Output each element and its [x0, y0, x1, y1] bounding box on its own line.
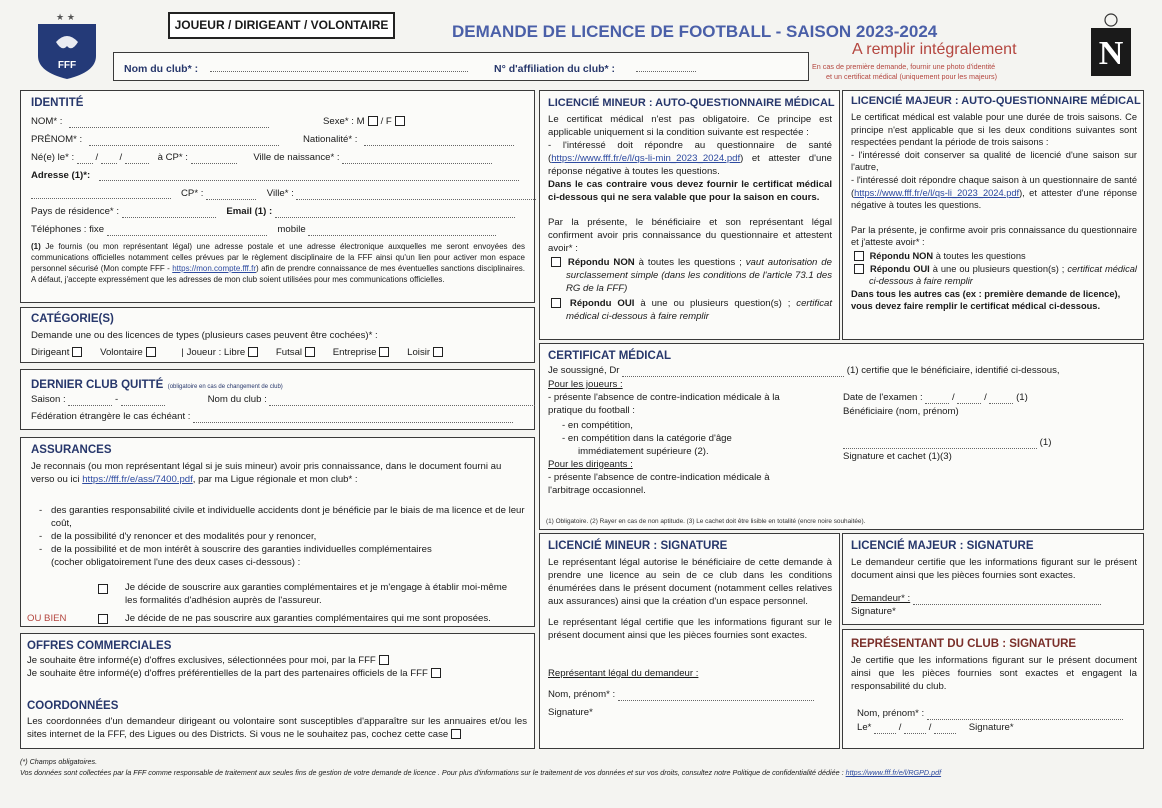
coordonnees-text: Les coordonnées d'un demandeur dirigeant ou volontaire sont susceptibles d'apparaître sur les annuaires et/ou les sites internet de la FFF, des Ligues ou des Districts. Si vous ne le souhaitez pas, cochez cette case: [27, 716, 527, 740]
surclassement-line: - en compétition dans la catégorie d'âge: [562, 433, 732, 444]
assurances-intro: Je reconnais (ou mon représentant légal si je suis mineur) avoir pris connaissance, dans le document fourni au verso ou ici https://fff.fr/e/ass/7400.pdf, par ma Ligue régionale et mon club* :: [31, 461, 502, 485]
majeur-quest-p4: Par la présente, je confirme avoir pris connaissance du questionnaire et j'atteste avoir* :: [851, 224, 1137, 248]
cat-entreprise-label: Entreprise: [332, 347, 377, 358]
majeur-oui-label: Répondu OUI: [869, 263, 930, 274]
pays-field[interactable]: [122, 208, 216, 218]
mon-compte-link[interactable]: https://mon.compte.fff.fr: [172, 264, 256, 273]
dirigeant-line: - présente l'absence de contre-indication médicale à: [548, 472, 770, 483]
categorie-intro: Demande une ou des licences de types (plusieurs cases peuvent être cochées)* :: [31, 330, 378, 341]
mineur-oui-label: Répondu OUI: [569, 298, 635, 309]
cat-volontaire-checkbox[interactable]: [146, 347, 156, 357]
saison-end-field[interactable]: [121, 396, 165, 406]
demandeur-signature-label: Signature*: [851, 606, 896, 617]
club-rep-nom-field[interactable]: [927, 710, 1123, 720]
club-signature-section: REPRÉSENTANT DU CLUB : SIGNATURE Je certifie que les informations figurant sur le présent document ainsi que les pièces fournies sont exactes et engagent la responsabilité du club. Nom, prénom* : Le* / / Signature*: [842, 629, 1144, 749]
majeur-oui-checkbox[interactable]: [854, 264, 864, 274]
offres-partenaires-label: Je souhaite être informé(e) d'offres préférentielles de la part des partenaires officiels de la FFF: [27, 668, 428, 679]
federation-label: Fédération étrangère le cas échéant :: [31, 411, 191, 422]
club-sig-title: REPRÉSENTANT DU CLUB : SIGNATURE: [851, 638, 1077, 650]
header-note-1: En cas de première demande, fournir une photo d'identité: [812, 62, 996, 71]
assurance-bullet-3: de la possibilité et de mon intérêt à souscrire des garanties individuelles complémentaires: [51, 544, 432, 555]
mineur-sig-title: LICENCIÉ MINEUR : SIGNATURE: [548, 540, 728, 552]
identite-legal-note: (1) Je fournis (ou mon représentant légal) une adresse postale et une adresse électronique auxquelles me seront envoyées des communications officielles notamment celles prévues par le règlement disciplinaire de la FFF ainsi qu'un lien pour activer mon espace personnel sécurisé (Mon compte FFF - https://mon.compte.fff.fr) afin de prendre connaissance de mes éventuelles sanctions disciplinaires. A défaut, j'accepte expressément que les adresses de mon club soient utilisées pour mes communications officielles.: [31, 242, 525, 284]
cat-libre-checkbox[interactable]: [248, 347, 258, 357]
birth-cp-field[interactable]: [191, 154, 237, 164]
subtitle: A remplir intégralement: [852, 41, 1017, 58]
telephones-label: Téléphones : fixe: [31, 224, 105, 235]
club-year-field[interactable]: [934, 724, 956, 734]
majeur-non-label: Répondu NON: [869, 250, 934, 261]
sexe-m-checkbox[interactable]: [368, 116, 378, 126]
birth-cp-label: à CP* :: [157, 152, 188, 163]
sexe-label: Sexe* : M: [323, 116, 365, 127]
pour-dirigeants-label: Pour les dirigeants :: [548, 459, 633, 470]
nom-label: NOM* :: [31, 116, 63, 127]
rep-nom-label: Nom, prénom* :: [548, 689, 616, 700]
nom-field[interactable]: [69, 118, 269, 128]
fff-logo: [34, 12, 100, 80]
club-date-label: Le*: [857, 722, 872, 733]
identite-section: [20, 90, 535, 303]
majeur-quest-title: LICENCIÉ MAJEUR : AUTO-QUESTIONNAIRE MÉDICAL: [851, 95, 1141, 107]
birth-year-field[interactable]: [125, 154, 149, 164]
birth-city-field[interactable]: [342, 154, 492, 164]
cat-loisir-checkbox[interactable]: [433, 347, 443, 357]
footer-mandatory-note: (*) Champs obligatoires.: [20, 757, 98, 766]
identite-title: IDENTITÉ: [31, 97, 84, 109]
assurance-bullet-1: des garanties responsabilité civile et individuelle accidents dont je bénéficie par le biais de ma licence et de leur coût,: [51, 505, 525, 529]
offres-fff-label: Je souhaite être informé(e) d'offres exclusives, sélectionnées pour moi, par la FFF: [27, 655, 376, 666]
cat-entreprise-checkbox[interactable]: [379, 347, 389, 357]
majeur-quest-p2: - l'intéressé doit conserver sa qualité de licencié d'une saison sur l'autre,: [851, 149, 1137, 173]
club-name-field[interactable]: [210, 62, 468, 72]
souscrire-label-2: les formalités d'adhésion auprès de l'assureur.: [125, 595, 322, 606]
date-examen-label: Date de l'examen :: [843, 392, 923, 403]
cp-label: CP* :: [181, 188, 204, 199]
signature-cachet-label: Signature et cachet (1)(3): [843, 451, 952, 462]
exam-year-field[interactable]: [989, 394, 1013, 404]
joueur-line-1b: pratique du football :: [548, 405, 635, 416]
cat-loisir-label: Loisir: [407, 347, 431, 358]
phone-fixe-field[interactable]: [107, 226, 267, 236]
email-label: Email (1) :: [226, 206, 273, 217]
majeur-quest-p3: - l'intéressé doit répondre chaque saison à un questionnaire de santé (https://www.fff.fr/e/l/qs-li_2023_2024.pdf), et attester d'une réponse négative à toutes les questions.: [851, 174, 1137, 211]
cat-libre-label: | Joueur : Libre: [181, 347, 246, 358]
demandeur-field[interactable]: [913, 595, 1101, 605]
club-rep-nom-label: Nom, prénom* :: [857, 708, 925, 719]
last-club-field[interactable]: [269, 396, 535, 406]
cat-volontaire-label: Volontaire: [100, 347, 143, 358]
federation-field[interactable]: [193, 413, 513, 423]
dernier-club-note: (obligatoire en cas de changement de club): [167, 384, 283, 390]
club-month-field[interactable]: [904, 724, 926, 734]
coordonnees-checkbox[interactable]: [451, 729, 461, 739]
nationalite-field[interactable]: [364, 136, 514, 146]
rgpd-link[interactable]: https://www.fff.fr/e/l/RGPD.pdf: [845, 768, 942, 777]
mobile-label: mobile: [277, 224, 306, 235]
majeur-quest-p1: Le certificat médical est valable pour une durée de trois saisons. Ce principe n'est applicable que si les deux conditions suivantes sont respectées pendant la période de trois saisons :: [851, 112, 1137, 148]
email-field[interactable]: [275, 208, 515, 218]
assurance-link[interactable]: https://fff.fr/e/ass/7400.pdf: [82, 474, 193, 485]
affiliation-label: N° d'affiliation du club* :: [494, 63, 616, 75]
prenom-field[interactable]: [89, 136, 279, 146]
majeur-sig-p1: Le demandeur certifie que les informations figurant sur le présent document ainsi que les pièces fournies sont exactes.: [851, 557, 1137, 581]
rep-nom-field[interactable]: [618, 691, 814, 701]
beneficiaire-field[interactable]: [843, 439, 1037, 449]
rep-signature-label: Signature*: [548, 707, 593, 718]
assurance-bullet-2: de la possibilité d'y renoncer et des modalités pour y renoncer,: [51, 531, 317, 542]
ville-label: Ville* :: [266, 188, 294, 199]
club-signature-label: Signature*: [968, 722, 1014, 733]
cp-field[interactable]: [206, 190, 256, 200]
licence-type-box: JOUEUR / DIRIGEANT / VOLONTAIRE: [168, 12, 395, 39]
majeur-quest-p5: Dans tous les autres cas (ex : première demande de licence), vous devez faire remplir le certificat médical ci-dessous.: [851, 288, 1121, 312]
mineur-non-checkbox[interactable]: [551, 257, 561, 267]
mineur-sig-p2: Le représentant légal certifie que les informations figurant sur le présent document ainsi que les pièces fournies sont exactes.: [548, 617, 832, 641]
last-club-label: Nom du club :: [207, 394, 267, 405]
assurance-bullet-3b: (cocher obligatoirement l'une des deux cases ci-dessous) :: [51, 557, 301, 568]
assurances-section: ASSURANCES Je reconnais (ou mon représentant légal si je suis mineur) avoir pris connaissance, dans le document fourni au verso ou ici https://fff.fr/e/ass/7400.pdf, par ma Ligue régionale et mon club* : - des garanties responsabilité civile et individuelle accidents dont je bénéficie par le biais de ma licence et de leur coût, - de la possibilité d'y renoncer et des modalités pour y renoncer, - de la possibilité et de mon intérêt à souscrire des garanties individuelles complémentaires (cocher obligatoirement l'une des deux cases ci-dessous) : Je décide de souscrire aux garanties complémentaires et je m'engage à établir moi-même les formalités d'adhésion auprès de l'assureur. OU BIEN Je décide de ne pas souscrire aux garanties complémentaires qui me sont proposées.: [20, 437, 535, 627]
cat-dirigeant-label: Dirigeant: [31, 347, 70, 358]
club-name-label: Nom du club* :: [124, 63, 199, 75]
svg-text:★ ★: ★ ★: [56, 13, 75, 23]
mineur-oui-checkbox[interactable]: [551, 298, 561, 308]
majeur-non-checkbox[interactable]: [854, 251, 864, 261]
fff-logo-text: FFF: [57, 60, 77, 71]
saison-label: Saison :: [31, 394, 66, 405]
dernier-club-title: DERNIER CLUB QUITTÉ: [31, 379, 164, 391]
club-sig-p1: Je certifie que les informations figurant sur le présent document ainsi que les pièces fournies sont exactes et engagent la responsabilité du club.: [851, 655, 1137, 692]
exam-month-field[interactable]: [957, 394, 981, 404]
dirigeant-line-b: l'arbitrage occasionnel.: [548, 485, 646, 496]
coordonnees-title: COORDONNÉES: [27, 700, 119, 712]
majeur-questionnaire-section: LICENCIÉ MAJEUR : AUTO-QUESTIONNAIRE MÉDICAL Le certificat médical est valable pour une durée de trois saisons. Ce principe n'est applicable que si les deux conditions suivantes sont respectées pendant la période de trois saisons : - l'intéressé doit conserver sa qualité de licencié d'une saison sur l'autre, - l'intéressé doit répondre chaque saison à un questionnaire de santé (https://www.fff.fr/e/l/qs-li_2023_2024.pdf), et attester d'une réponse négative à toutes les questions. Par la présente, je confirme avoir pris connaissance du questionnaire et j'atteste avoir* : Répondu NON à toutes les questions Répondu OUI à une ou plusieurs question(s) ; certificat médical ci-dessous à faire remplir Dans tous les autres cas (ex : première demande de licence), vous devez faire remplir le certificat médical ci-dessous.: [842, 90, 1144, 340]
certificat-title: CERTIFICAT MÉDICAL: [548, 350, 672, 362]
souscrire-label: Je décide de souscrire aux garanties complémentaires et je m'engage à établir moi-même: [125, 582, 508, 593]
prenom-label: PRÉNOM* :: [31, 134, 83, 145]
certificat-footnote: (1) Obligatoire. (2) Rayer en cas de non aptitude. (3) Le cachet doit être lisible en totalité (encre noire souhaitée).: [546, 518, 866, 525]
cat-dirigeant-checkbox[interactable]: [72, 347, 82, 357]
doctor-name-field[interactable]: [622, 367, 844, 377]
surclassement-line-b: immédiatement supérieure (2).: [578, 446, 709, 457]
pays-label: Pays de résidence* :: [31, 206, 119, 217]
ou-bien-label: OU BIEN: [27, 613, 67, 624]
adresse-label: Adresse (1)*:: [31, 170, 91, 181]
main-title: DEMANDE DE LICENCE DE FOOTBALL - SAISON 2023-2024: [452, 22, 938, 41]
competition-line: - en compétition,: [562, 420, 633, 431]
ne-pas-souscrire-label: Je décide de ne pas souscrire aux garanties complémentaires qui me sont proposées.: [125, 613, 491, 624]
birth-day-field[interactable]: [77, 154, 93, 164]
birth-month-field[interactable]: [101, 154, 117, 164]
club-row: [113, 52, 809, 81]
joueur-line-1: - présente l'absence de contre-indication médicale à la: [548, 392, 780, 403]
affiliation-field[interactable]: [636, 62, 696, 72]
date-separator: /: [119, 152, 123, 163]
qs-mineur-link[interactable]: https://www.fff.fr/e/l/qs-li-min_2023_2024.pdf: [551, 153, 741, 164]
majeur-signature-section: [842, 533, 1144, 625]
majeur-sig-title: LICENCIÉ MAJEUR : SIGNATURE: [851, 540, 1034, 552]
mineur-quest-title: LICENCIÉ MINEUR : AUTO-QUESTIONNAIRE MÉDICAL: [548, 97, 835, 109]
saison-dash: -: [115, 394, 119, 405]
demandeur-label: Demandeur* :: [851, 593, 911, 604]
phone-mobile-field[interactable]: [308, 226, 496, 236]
pour-joueurs-label: Pour les joueurs :: [548, 379, 623, 390]
offres-title: OFFRES COMMERCIALES: [27, 640, 172, 652]
birth-city-label: Ville de naissance* :: [253, 152, 340, 163]
ne-pas-souscrire-checkbox[interactable]: [98, 614, 108, 624]
categorie-section: [20, 307, 535, 363]
header-note-2: et un certificat médical (uniquement pour les majeurs): [826, 72, 997, 81]
right-logo: [1088, 12, 1134, 78]
offres-coordonnees-section: [20, 633, 535, 749]
beneficiaire-label: Bénéficiaire (nom, prénom): [843, 406, 959, 417]
club-day-field[interactable]: [874, 724, 896, 734]
dernier-club-section: [20, 369, 535, 430]
footer-privacy-note: Vos données sont collectées par la FFF comme responsable de traitement aux seules fins de gestion de votre demande de licence . Pour plus d'informations sur le traitement de vos données et sur vos droits, consultez notre Politique de confidentialité dédiée : https://www.fff.fr/e/l/RGPD.pdf: [20, 768, 942, 777]
cat-futsal-checkbox[interactable]: [305, 347, 315, 357]
certifie-label: (1) certifie que le bénéficiaire, identifié ci-dessous,: [846, 365, 1060, 376]
categorie-title: CATÉGORIE(S): [31, 313, 114, 325]
qs-majeur-link[interactable]: https://www.fff.fr/e/l/qs-li_2023_2024.pdf: [854, 187, 1020, 198]
offres-fff-checkbox[interactable]: [379, 655, 389, 665]
right-logo-text: N: [1098, 35, 1124, 72]
birthdate-label: Né(e) le* :: [31, 152, 75, 163]
mineur-non-label: Répondu NON: [567, 257, 635, 268]
mineur-questionnaire-section: LICENCIÉ MINEUR : AUTO-QUESTIONNAIRE MÉDICAL Le certificat médical n'est pas obligatoire. Ce principe est applicable uniquement si la condition suivante est respectée : - l'intéressé doit répondre au questionnaire de santé (https://www.fff.fr/e/l/qs-li-min_2023_2024.pdf) et attester d'une réponse négative à toutes les questions. Dans le cas contraire vous devez fournir le certificat médical ci-dessous qui ne sera valable que pour la saison en cours. Par la présente, le bénéficiaire et son représentant légal confirment avoir pris connaissance du questionnaire et attestent avoir* : Répondu NON à toutes les questions ; vaut autorisation de surclassement simple (dans les conditions de l'article 73.1 des RG de la FFF) Répondu OUI à une ou plusieurs question(s) ; certificat médical ci-dessous à faire remplir: [539, 90, 840, 340]
date-separator: /: [95, 152, 99, 163]
adresse-field-2[interactable]: [31, 189, 171, 199]
representant-legal-label: Représentant légal du demandeur :: [548, 668, 699, 679]
mineur-quest-p1: Le certificat médical n'est pas obligatoire. Ce principe est applicable uniquement si la condition suivante est respectée :: [548, 114, 832, 138]
saison-start-field[interactable]: [68, 396, 112, 406]
adresse-field[interactable]: [99, 171, 519, 181]
mineur-quest-p3: Dans le cas contraire vous devez fournir le certificat médical ci-dessous qui ne sera valable que pour la saison en cours.: [548, 179, 832, 203]
sexe-f-checkbox[interactable]: [395, 116, 405, 126]
mineur-signature-section: [539, 533, 840, 749]
nationalite-label: Nationalité* :: [303, 134, 358, 145]
certificat-section: CERTIFICAT MÉDICAL Je soussigné, Dr (1) certifie que le bénéficiaire, identifié ci-dessous, Pour les joueurs : - présente l'absence de contre-indication médicale à la pratique du football : - en compétition, - en compétition dans la catégorie d'âge immédiatement supérieure (2). Pour les dirigeants : - présente l'absence de contre-indication médicale à l'arbitrage occasionnel. Date de l'examen : / / (1) Bénéficiaire (nom, prénom) (1) Signature et cachet (1)(3) (1) Obligatoire. (2) Rayer en cas de non aptitude. (3) Le cachet doit être lisible en totalité (encre noire souhaitée).: [539, 343, 1144, 530]
assurances-title: ASSURANCES: [31, 444, 112, 456]
mineur-quest-p4: Par la présente, le bénéficiaire et son représentant légal confirment avoir pris connaissance du questionnaire et attestent avoir* :: [548, 217, 832, 254]
mineur-sig-p1: Le représentant légal autorise le bénéficiaire de cette demande à prendre une licence au sein de ce club dans les conditions énumérées dans le présent document (notamment celles relatives aux assurances) ainsi que la création d'un espace personnel.: [548, 557, 832, 607]
soussigne-label: Je soussigné, Dr: [548, 365, 620, 376]
ville-field[interactable]: [296, 190, 536, 200]
cat-futsal-label: Futsal: [275, 347, 303, 358]
exam-day-field[interactable]: [925, 394, 949, 404]
souscrire-checkbox[interactable]: [98, 584, 108, 594]
sexe-f-label: / F: [380, 116, 392, 127]
offres-partenaires-checkbox[interactable]: [431, 668, 441, 678]
mineur-quest-p2: - l'intéressé doit répondre au questionnaire de santé (https://www.fff.fr/e/l/qs-li-min_2023_2024.pdf) et attester d'une réponse négative à toutes les questions.: [548, 140, 832, 177]
